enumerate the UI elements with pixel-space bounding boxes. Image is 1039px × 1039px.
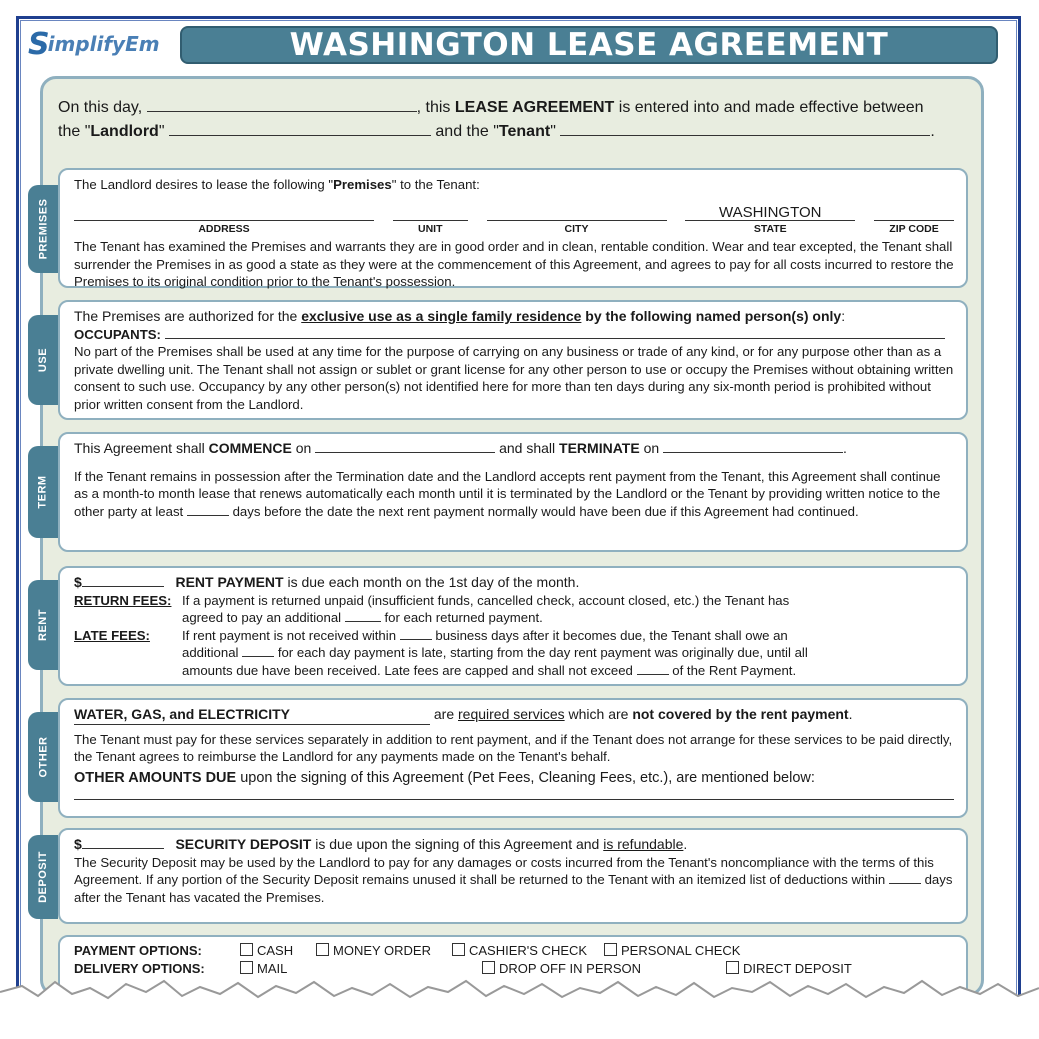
brand-logo — [28, 26, 160, 62]
return-fees-text: for each returned payment. — [384, 610, 543, 625]
term-section — [58, 432, 968, 552]
use-underlined: exclusive use as a single family residence — [301, 308, 582, 324]
unit-label: UNIT — [418, 222, 443, 235]
use-bold: by the following named person(s) only — [585, 308, 842, 324]
date-field[interactable] — [147, 111, 417, 112]
tab-rent: RENT — [28, 580, 58, 670]
address-row — [74, 204, 954, 239]
refundable-text: is refundable — [603, 836, 684, 852]
intro-text: " — [158, 123, 165, 140]
utilities-text: which are — [568, 706, 629, 722]
state-label: STATE — [753, 222, 787, 235]
cash-checkbox[interactable] — [240, 943, 253, 956]
option-label: DIRECT DEPOSIT — [743, 961, 852, 976]
premises-bold: Premises — [333, 177, 392, 192]
late-fees-label: LATE FEES: — [74, 627, 150, 643]
mail-checkbox[interactable] — [240, 961, 253, 974]
premises-body: The Tenant has examined the Premises and warrants they are in good order and in clean, rentable condition. Wear and tear excepted, the Tenant shall surrender the Premises in as good a state as they were at the commencement of this Agreement, and agrees to pay for all costs incurred to restore the Premises to its original condition prior to the Tenant's possession. — [74, 239, 954, 289]
use-body: No part of the Premises shall be used at any time for the purpose of carrying on any business or trade of any kind, or for any purpose other than as a private dwelling unit. The Tenant shall not assign or sublet or grant license for any other person to use or occupy the Premises without obtaining written consent to such use. Occupancy by any other person(s) not identified here for more than ten days during any six-month period is prohibited without prior written consent from the Landlord. — [74, 344, 954, 412]
payment-options-label: PAYMENT OPTIONS: — [74, 943, 202, 958]
deposit-text: . — [683, 836, 688, 852]
commence-date-field[interactable] — [315, 452, 495, 453]
other-amounts-label: OTHER AMOUNTS DUE — [74, 769, 237, 786]
use-lead: The Premises are authorized for the — [74, 308, 298, 324]
torn-edge — [0, 978, 1039, 1039]
intro-text: the " — [58, 123, 91, 140]
drop-off-checkbox[interactable] — [482, 961, 495, 974]
address-label: ADDRESS — [198, 222, 250, 235]
deposit-body: The Security Deposit may be used by the Landlord to pay for any damages or costs incurred from the Tenant's noncompliance with the terms of this Agreement. If any portion of the Security Deposit remains unused it shall be returned to the Tenant with an itemized list of deductions within — [74, 854, 934, 887]
delivery-options-label: DELIVERY OPTIONS: — [74, 961, 205, 976]
late-fees-text: business days after it becomes due, the Tenant shall owe an — [435, 627, 788, 643]
return-fees-text: agreed to pay an additional — [182, 610, 342, 625]
premises-section — [58, 168, 968, 288]
return-fee-field[interactable] — [345, 621, 381, 622]
zip-label: ZIP CODE — [889, 222, 939, 235]
rent-payment-text: is due each month on the 1st day of the month. — [287, 574, 580, 590]
commence-label: COMMENCE — [208, 440, 292, 456]
use-lead: : — [841, 308, 846, 324]
option-label: MAIL — [257, 961, 288, 976]
address-field[interactable] — [74, 204, 374, 221]
term-text: on — [643, 440, 660, 456]
city-label: CITY — [564, 222, 589, 235]
intro-text: . — [930, 123, 935, 140]
tab-use: USE — [28, 315, 58, 405]
intro-text: is entered into and made effective between — [618, 99, 924, 116]
option-label: CASHIER'S CHECK — [469, 943, 588, 958]
intro-text: , this — [416, 99, 451, 116]
tab-premises: PREMISES — [28, 185, 58, 273]
intro-paragraph — [58, 96, 978, 144]
deposit-text: is due upon the signing of this Agreement and — [315, 836, 600, 852]
other-body: The Tenant must pay for these services separately in addition to rent payment, and if the Tenant does not arrange for these services to be paid directly, the Tenant agrees to reimburse the Landlord for any payments made on the Tenant's behalf. — [74, 731, 953, 764]
term-text: and shall — [499, 440, 556, 456]
tab-term: TERM — [28, 446, 58, 538]
term-text: on — [295, 440, 312, 456]
other-amounts-text: upon the signing of this Agreement (Pet Fees, Cleaning Fees, etc.), are mentioned below: — [240, 769, 815, 786]
option-label: MONEY ORDER — [333, 943, 431, 958]
option-label: PERSONAL CHECK — [621, 943, 741, 958]
grace-days-field[interactable] — [400, 639, 432, 640]
late-fees-text: amounts due have been received. Late fees are capped and shall not exceed — [182, 662, 633, 678]
city-field[interactable] — [487, 204, 667, 221]
utilities-label: WATER, GAS, and ELECTRICITY — [74, 706, 430, 725]
premises-lead: The Landlord desires to lease the following " — [74, 177, 334, 192]
required-services: required services — [458, 706, 565, 722]
zip-field[interactable] — [874, 204, 954, 221]
deposit-amount-field[interactable] — [82, 848, 164, 849]
tenant-field[interactable] — [560, 135, 930, 136]
intro-bold: LEASE AGREEMENT — [454, 99, 615, 116]
landlord-label: Landlord — [90, 123, 159, 140]
intro-text: " — [550, 123, 556, 140]
occupants-field[interactable] — [165, 338, 945, 339]
term-text: This Agreement shall — [74, 440, 205, 456]
unit-field[interactable] — [393, 204, 468, 221]
notice-days-field[interactable] — [187, 515, 229, 516]
return-fees-text: If a payment is returned unpaid (insufficient funds, cancelled check, account closed, etc.) the Tenant has — [182, 592, 790, 608]
terminate-date-field[interactable] — [663, 452, 843, 453]
intro-text: and the " — [435, 123, 499, 140]
direct-deposit-checkbox[interactable] — [726, 961, 739, 974]
landlord-field[interactable] — [169, 135, 431, 136]
return-days-field[interactable] — [889, 883, 921, 884]
occupants-label: OCCUPANTS: — [74, 326, 161, 342]
utilities-text: . — [848, 706, 853, 722]
personal-check-checkbox[interactable] — [604, 943, 617, 956]
rent-payment-label: RENT PAYMENT — [175, 574, 284, 590]
rent-section — [58, 566, 968, 686]
deposit-body: days after the Tenant has vacated the Premises. — [74, 872, 953, 905]
late-fees-text: additional — [182, 645, 239, 660]
return-fees-label: RETURN FEES: — [74, 592, 172, 608]
other-amounts-field[interactable] — [74, 787, 954, 800]
state-field[interactable]: WASHINGTON — [685, 204, 855, 221]
utilities-text: are — [433, 706, 455, 722]
late-fees-text: If rent payment is not received within — [182, 627, 397, 643]
terminate-label: TERMINATE — [559, 440, 640, 456]
not-covered-label: not covered by the rent payment — [632, 706, 849, 722]
term-body: days before the date the next rent payment normally would have been due if this Agreement had continued. — [232, 503, 859, 519]
rent-amount-field[interactable] — [82, 586, 164, 587]
late-fees-text: of the Rent Payment. — [672, 662, 797, 678]
rent-dollar: $ — [74, 574, 82, 590]
tenant-label: Tenant — [498, 123, 551, 140]
tab-other: OTHER — [28, 712, 58, 802]
use-section — [58, 300, 968, 420]
deposit-section — [58, 828, 968, 924]
premises-lead: " to the Tenant: — [391, 177, 480, 192]
security-deposit-label: SECURITY DEPOSIT — [175, 836, 312, 852]
logo-initial: S — [28, 26, 50, 62]
money-order-checkbox[interactable] — [316, 943, 329, 956]
cashiers-check-checkbox[interactable] — [452, 943, 465, 956]
late-fee-cap-field[interactable] — [637, 674, 669, 675]
logo-text: implifyEm — [47, 32, 160, 56]
late-fees-text: for each day payment is late, starting from the day rent payment was originally due, until all — [277, 645, 808, 660]
tab-deposit: DEPOSIT — [28, 835, 58, 919]
term-body: If the Tenant remains in possession after the Termination date and the Landlord accepts rent payment from the Tenant, this Agreement shall continue as a month-to month lease that renews automatically each month until it is terminated by the Landlord or the Tenant by providing written notice to the other party at least — [74, 468, 941, 519]
option-label: DROP OFF IN PERSON — [499, 961, 642, 976]
document-title: WASHINGTON LEASE AGREEMENT — [180, 26, 998, 64]
late-fee-field[interactable] — [242, 656, 274, 657]
intro-text: On this day, — [58, 99, 143, 116]
deposit-dollar: $ — [74, 836, 82, 852]
option-label: CASH — [257, 943, 294, 958]
term-text: . — [843, 440, 847, 456]
other-section — [58, 698, 968, 818]
